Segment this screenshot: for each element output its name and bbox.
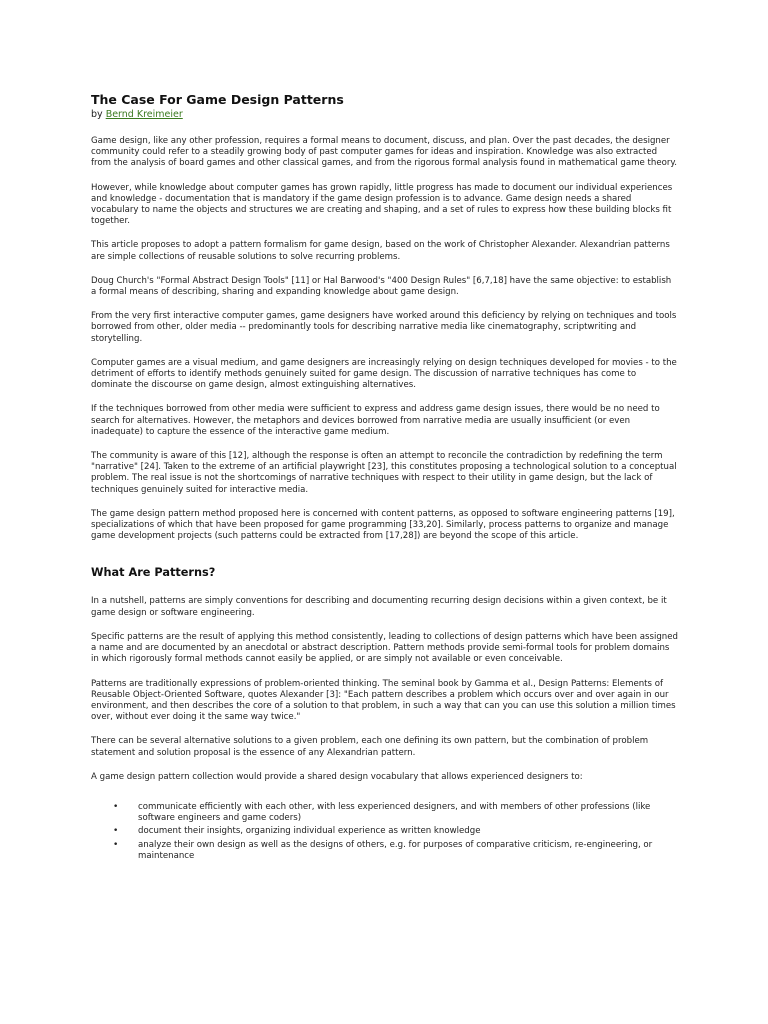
paragraph: Computer games are a visual medium, and game designers are increasingly relying on design techniques developed for movies - to the detriment of efforts to identify methods genuinely suited for game design. The discussion of narrative techniques has come to dominate the discourse on game design, almost extinguishing alternatives. — [91, 357, 677, 391]
list-item-text: document their insights, organizing individual experience as written knowledge — [138, 826, 481, 837]
paragraph: From the very first interactive computer games, game designers have worked around this deficiency by relying on techniques and tools borrowed from other, older media -- predominantly tools for describing narrative media like cinematography, scriptwriting and storytelling. — [91, 311, 677, 344]
paragraph: The game design pattern method proposed here is concerned with content patterns, as opposed to software engineering patterns [19], specializations of which that have been proposed for game programming [33,20]. Similarly, process patterns to organize and manage game development projects (such patterns could be extracted from [17,28]) are beyond the scope of this article. — [91, 508, 675, 542]
article-title: The Case For Game Design Patterns — [91, 92, 344, 107]
paragraph: Patterns are traditionally expressions of problem-oriented thinking. The seminal book by Gamma et al., Design Patterns: Elements of Reusable Object-Oriented Software, quotes Alexander [3]: "Each pattern describes a problem which occurs over and over again in our environment, and then describes the core of a solution to that problem, in such a way that can you can use this solution a million times over, without ever doing it the same way twice." — [91, 678, 676, 723]
article — [91, 92, 678, 864]
paragraph: If the techniques borrowed from other media were sufficient to express and address game design issues, there would be no need to search for alternatives. However, the metaphors and devices borrowed from narrative media are usually insufficient (or even inadequate) to capture the essence of the interactive game medium. — [91, 404, 660, 437]
paragraph: Doug Church's "Formal Abstract Design Tools" [11] or Hal Barwood's "400 Design Rules" [6,7,18] have the same objective: to establish a formal means of describing, sharing and expanding knowledge about game design. — [91, 275, 672, 298]
paragraph: Specific patterns are the result of applying this method consistently, leading to collections of design patterns which have been assigned a name and are documented by an anecdotal or abstract description. Pattern methods provide semi-formal tools for problem domains in which rigorously formal methods cannot easily be applied, or are simply not available or even conceivable. — [91, 631, 678, 665]
bullet-icon: • — [113, 826, 119, 837]
paragraph: A game design pattern collection would provide a shared design vocabulary that allows experienced designers to: — [91, 771, 583, 782]
byline — [91, 108, 678, 121]
list-item-text: communicate efficiently with each other, with less experienced designers, and with members of other professions (like software engineers and game coders) — [138, 801, 651, 824]
paragraph: However, while knowledge about computer games has grown rapidly, little progress has made to document our individual experiences and knowledge - documentation that is mandatory if the game design profession is to advance. Game design needs a shared vocabulary to name the objects and structures we are creating and shaping, and a set of rules to express how these building blocks fit together. — [91, 182, 673, 227]
author-link[interactable]: Bernd Kreimeier — [105, 109, 183, 120]
bullet-list — [91, 802, 678, 862]
paragraph: There can be several alternative solutions to a given problem, each one defining its own pattern, but the combination of problem statement and solution proposal is the essence of any Alexandrian pattern. — [91, 736, 649, 758]
section-heading: What Are Patterns? — [91, 566, 216, 580]
list-item-text: analyze their own design as well as the designs of others, e.g. for purposes of comparative criticism, re-engineering, or maintenance — [138, 839, 653, 861]
paragraph: The community is aware of this [12], although the response is often an attempt to reconcile the contradiction by redefining the term "narrative" [24]. Taken to the extreme of an artificial playwright [23], this constitutes proposing a technological solution to a conceptual problem. The real issue is not the shortcomings of narrative techniques with respect to their utility in game design, but the lack of techniques genuinely suited for interactive media. — [91, 451, 677, 495]
byline-prefix: by — [91, 109, 103, 120]
paragraph: In a nutshell, patterns are simply conventions for describing and documenting recurring design decisions within a given context, be it game design or software engineering. — [91, 596, 667, 618]
list-item — [91, 826, 678, 837]
list-item — [91, 802, 678, 824]
bullet-icon: • — [113, 839, 119, 850]
paragraph: Game design, like any other profession, requires a formal means to document, discuss, and plan. Over the past decades, the designer community could refer to a steadily growing body of past computer games for ideas and inspiration. Knowledge was also extracted from the analysis of board games and other classical games, and from the rigorous formal analysis found in mathematical game theory. — [91, 136, 677, 169]
list-item — [91, 840, 678, 862]
bullet-icon: • — [113, 801, 119, 812]
paragraph: This article proposes to adopt a pattern formalism for game design, based on the work of Christopher Alexander. Alexandrian patterns are simple collections of reusable solutions to solve recurring problems. — [91, 240, 670, 262]
